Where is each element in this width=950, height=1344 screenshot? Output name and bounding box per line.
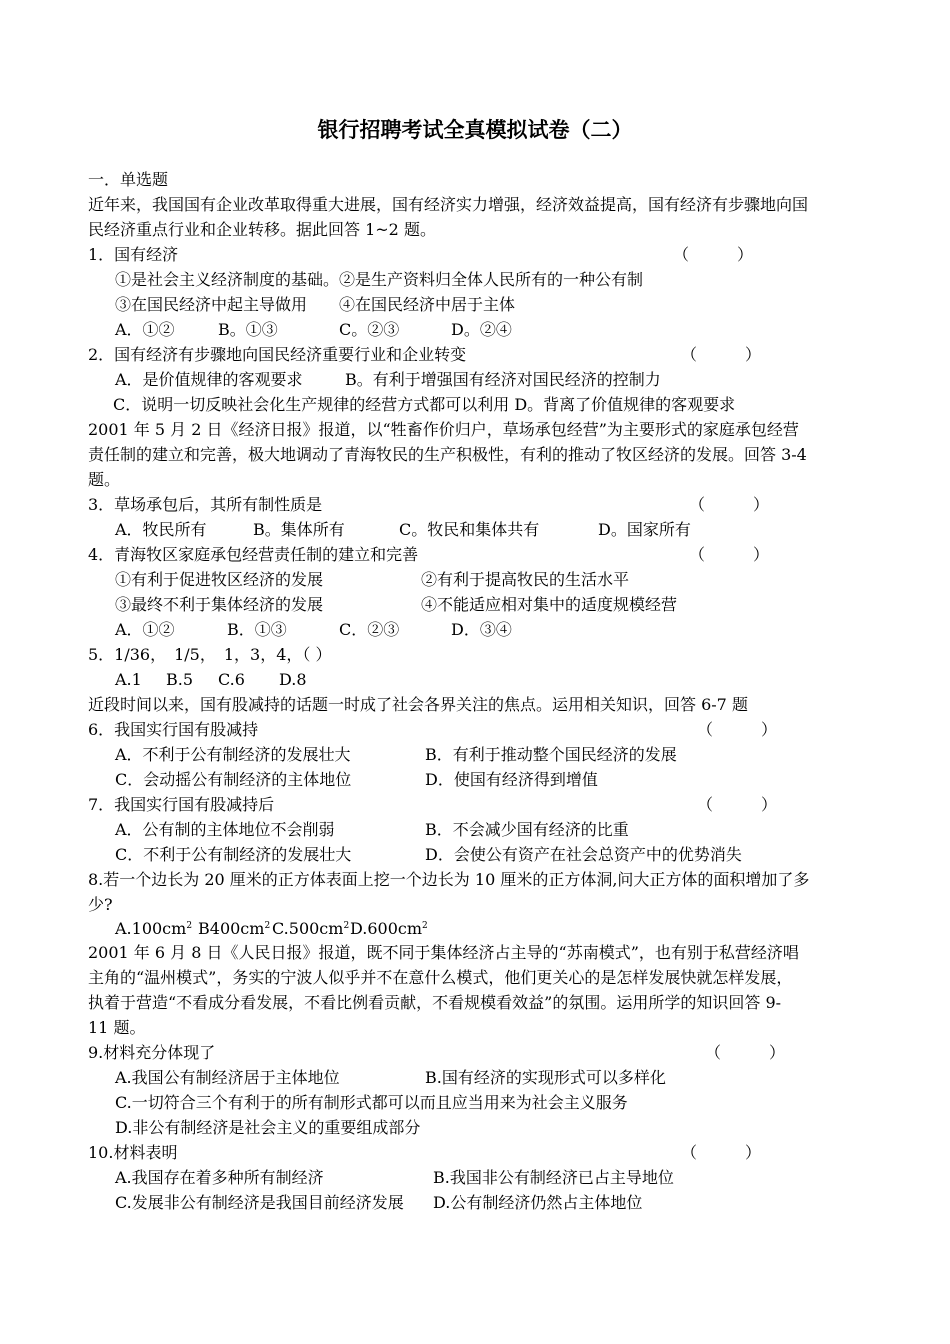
- option-a: A.1: [115, 670, 142, 689]
- question-7-stem: 7．我国实行国有股减持后: [88, 795, 275, 814]
- option-c: C。牧民和集体共有: [399, 520, 540, 539]
- option-b: B。有利于增强国有经济对国民经济的控制力: [345, 370, 661, 389]
- question-2-stem: 2．国有经济有步骤地向国民经济重要行业和企业转变: [88, 345, 467, 364]
- option-a: A.我国公有制经济居于主体地位: [115, 1068, 340, 1087]
- section-heading: 一．单选题: [88, 170, 169, 189]
- option-b: B.国有经济的实现形式可以多样化: [425, 1068, 666, 1087]
- option-d: $D.600cm^2$: [350, 919, 428, 938]
- option-c: C．②③: [339, 620, 400, 639]
- option-d: D．③④: [451, 620, 512, 639]
- option-c: C.发展非公有制经济是我国目前经济发展: [115, 1193, 404, 1212]
- option-a: $A.100cm^2$: [115, 919, 193, 938]
- statement-3: ③最终不利于集体经济的发展: [115, 595, 324, 614]
- intro-2-line-1: 2001 年 5 月 2 日《经济日报》报道，以“牲畜作价归户，草场承包经营”为主要形式的家庭承包经营: [88, 420, 799, 439]
- statement-4: ④不能适应相对集中的适度规模经营: [421, 595, 678, 614]
- question-10-stem: 10.材料表明: [88, 1143, 178, 1162]
- option-c: C。②③: [339, 320, 400, 339]
- option-b: B.5: [166, 670, 194, 689]
- intro-4-line-4: 11 题。: [88, 1018, 146, 1037]
- option-a: A．牧民所有: [115, 520, 207, 539]
- question-2-options-row-2: C．说明一切反映社会化生产规律的经营方式都可以利用 D。背离了价值规律的客观要求: [113, 395, 736, 414]
- intro-1-line-2: 民经济重点行业和企业转移。据此回答 1~2 题。: [88, 220, 436, 239]
- intro-2-line-3: 题。: [88, 470, 121, 489]
- answer-blank-3[interactable]: （ ）: [689, 495, 770, 514]
- option-b: B.我国非公有制经济已占主导地位: [433, 1168, 674, 1187]
- intro-4-line-2: 主角的“温州模式”，务实的宁波人似乎并不在意什么模式，他们更关心的是怎样发展快就怎样发展，: [88, 968, 793, 987]
- answer-blank-9[interactable]: （ ）: [705, 1043, 786, 1062]
- option-a: A.我国存在着多种所有制经济: [115, 1168, 324, 1187]
- option-d: D．会使公有资产在社会总资产中的优势消失: [425, 845, 742, 864]
- option-d: D.8: [279, 670, 307, 689]
- option-c: C．会动摇公有制经济的主体地位: [115, 770, 352, 789]
- option-a: A．公有制的主体地位不会削弱: [115, 820, 335, 839]
- option-b: $B400cm^2$: [198, 919, 271, 938]
- page-title: 银行招聘考试全真模拟试卷（二）: [317, 118, 633, 142]
- question-9-option-d: D.非公有制经济是社会主义的重要组成部分: [115, 1118, 421, 1137]
- option-b: B．有利于推动整个国民经济的发展: [425, 745, 677, 764]
- option-b: B。①③: [218, 320, 278, 339]
- intro-3: 近段时间以来，国有股减持的话题一时成了社会各界关注的焦点。运用相关知识，回答 6-7 题: [88, 695, 748, 714]
- answer-blank-4[interactable]: （ ）: [689, 545, 770, 564]
- option-b: B．不会减少国有经济的比重: [425, 820, 629, 839]
- intro-4-line-3: 执着于营造“不看成分看发展，不看比例看贡献，不看规模看效益”的氛围。运用所学的知识回答 9-: [88, 993, 782, 1012]
- question-1-line-2: ③在国民经济中起主导做用 ④在国民经济中居于主体: [115, 295, 516, 314]
- option-c: C．不利于公有制经济的发展壮大: [115, 845, 352, 864]
- answer-blank-1[interactable]: （ ）: [673, 245, 754, 264]
- option-d: D。国家所有: [598, 520, 691, 539]
- option-a: A．①②: [115, 320, 175, 339]
- question-1-line-1: ①是社会主义经济制度的基础。②是生产资料归全体人民所有的一种公有制: [115, 270, 644, 289]
- answer-blank-2[interactable]: （ ）: [681, 345, 762, 364]
- option-d: D.公有制经济仍然占主体地位: [433, 1193, 643, 1212]
- option-a: A．不利于公有制经济的发展壮大: [115, 745, 351, 764]
- question-8-stem-line-1: 8.若一个边长为 20 厘米的正方体表面上挖一个边长为 10 厘米的正方体洞,问大正方体的面积增加了多: [88, 870, 810, 889]
- answer-blank-7[interactable]: （ ）: [697, 795, 778, 814]
- question-5-stem: 5．1/36， 1/5， 1，3，4，（ ）: [88, 645, 332, 664]
- statement-1: ①有利于促进牧区经济的发展: [115, 570, 324, 589]
- question-3-stem: 3．草场承包后，其所有制性质是: [88, 495, 323, 514]
- statement-2: ②有利于提高牧民的生活水平: [421, 570, 630, 589]
- question-1-stem: 1．国有经济: [88, 245, 179, 264]
- intro-4-line-1: 2001 年 6 月 8 日《人民日报》报道，既不同于集体经济占主导的“苏南模式”，也有别于私营经济唱: [88, 943, 799, 962]
- option-c: C.6: [218, 670, 245, 689]
- option-c: $C.500cm^2$: [272, 919, 350, 938]
- question-8-stem-line-2: 少?: [88, 895, 113, 914]
- question-6-stem: 6．我国实行国有股减持: [88, 720, 259, 739]
- intro-1-line-1: 近年来，我国国有企业改革取得重大进展，国有经济实力增强，经济效益提高，国有经济有步骤地向国: [88, 195, 809, 214]
- option-b: B．①③: [227, 620, 287, 639]
- option-d: D。②④: [451, 320, 512, 339]
- option-b: B。集体所有: [253, 520, 345, 539]
- question-9-option-c: C.一切符合三个有利于的所有制形式都可以而且应当用来为社会主义服务: [115, 1093, 628, 1112]
- option-d: D．使国有经济得到增值: [425, 770, 598, 789]
- intro-2-line-2: 责任制的建立和完善，极大地调动了青海牧民的生产积极性，有利的推动了牧区经济的发展。回答 3-4: [88, 445, 807, 464]
- answer-blank-6[interactable]: （ ）: [697, 720, 778, 739]
- question-9-stem: 9.材料充分体现了: [88, 1043, 216, 1062]
- option-a: A．是价值规律的客观要求: [115, 370, 303, 389]
- question-4-stem: 4．青海牧区家庭承包经营责任制的建立和完善: [88, 545, 419, 564]
- option-a: A．①②: [115, 620, 175, 639]
- answer-blank-10[interactable]: （ ）: [681, 1143, 762, 1162]
